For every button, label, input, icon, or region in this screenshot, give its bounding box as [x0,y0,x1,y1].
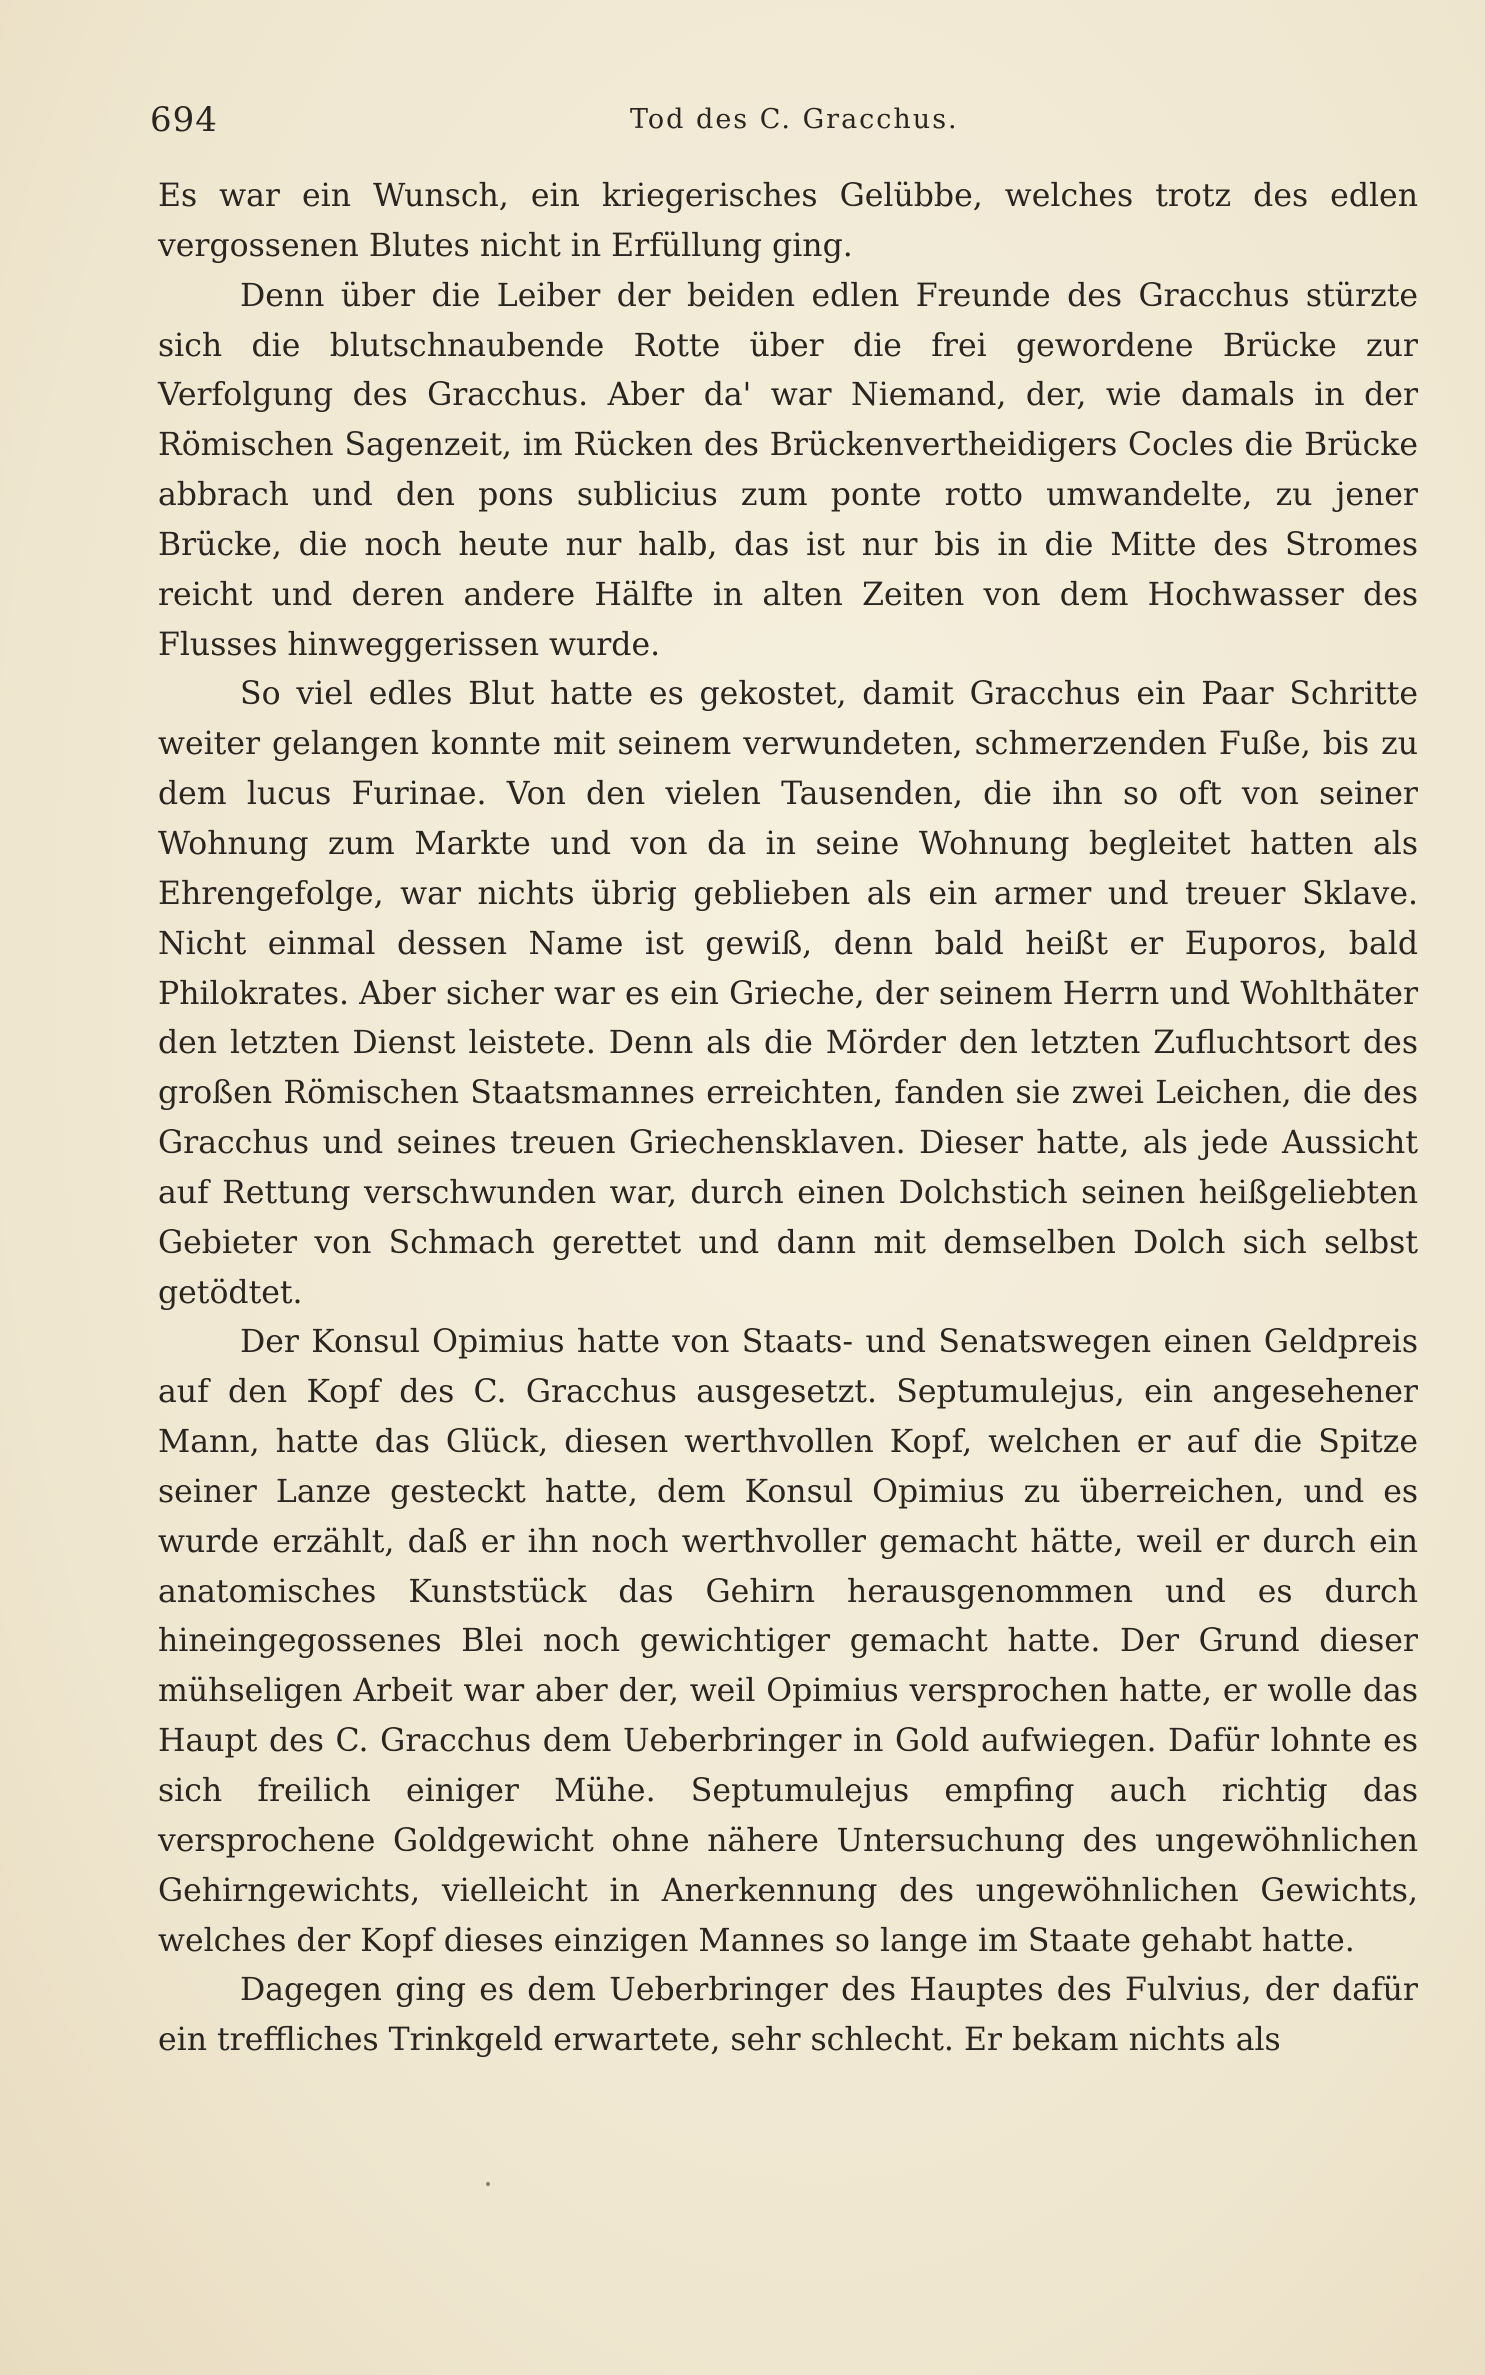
ink-speck [486,2182,490,2186]
paragraph-1: Es war ein Wunsch, ein kriegerisches Gelübbe, welches trotz des edlen vergossenen Blutes nicht in Erfüllung ging. [158,178,1418,264]
paragraph-3: So viel edles Blut hatte es gekostet, damit Gracchus ein Paar Schritte weiter gelangen konnte mit seinem verwundeten, schmerzenden Fuße, bis zu dem lucus Furinae. Von den vielen Tausenden, die ihn so oft von seiner Wohnung zum Markte und von da in seine Wohnung begleitet hatten als Ehrengefolge, war nichts übrig geblieben als ein armer und treuer Sklave. Nicht einmal dessen Name ist gewiß, denn bald heißt er Euporos, bald Philokrates. Aber sicher war es ein Grieche, der seinem Herrn und Wohlthäter den letzten Dienst leistete. Denn als die Mörder den letzten Zufluchtsort des großen Römischen Staatsmannes erreichten, fanden sie zwei Leichen, die des Gracchus und seines treuen Griechensklaven. Dieser hatte, als jede Aussicht auf Rettung verschwunden war, durch einen Dolchstich seinen heißgeliebten Gebieter von Schmach gerettet und dann mit demselben Dolch sich selbst getödtet. [158,676,1418,1311]
running-title: Tod des C. Gracchus. [630,104,959,135]
paragraph-2: Denn über die Leiber der beiden edlen Freunde des Gracchus stürzte sich die blutschnaubende Rotte über die frei gewordene Brücke zur Verfolgung des Gracchus. Aber da' war Niemand, der, wie damals in der Römischen Sagenzeit, im Rücken des Brückenvertheidigers Cocles die Brücke abbrach und den pons sublicius zum ponte rotto umwandelte, zu jener Brücke, die noch heute nur halb, das ist nur bis in die Mitte des Stromes reicht und deren andere Hälfte in alten Zeiten von dem Hochwasser des Flusses hinweggerissen wurde. [158,277,1418,663]
paragraph-5: Dagegen ging es dem Ueberbringer des Hauptes des Fulvius, der dafür ein treffliches Trinkgeld erwartete, sehr schlecht. Er bekam nichts als [158,1972,1418,2059]
page-header [150,100,1415,150]
body-text [158,172,1418,2066]
page-number: 694 [150,100,218,140]
paragraph-4: Der Konsul Opimius hatte von Staats- und Senatswegen einen Geldpreis auf den Kopf des C. Gracchus ausgesetzt. Septumulejus, ein angesehener Mann, hatte das Glück, diesen werthvollen Kopf, welchen er auf die Spitze seiner Lanze gesteckt hatte, dem Konsul Opimius zu überreichen, und es wurde erzählt, daß er ihn noch werthvoller gemacht hätte, weil er durch ein anatomisches Kunststück das Gehirn herausgenommen und es durch hineingegossenes Blei noch gewichtiger gemacht hatte. Der Grund dieser mühseligen Arbeit war aber der, weil Opimius versprochen hatte, er wolle das Haupt des C. Gracchus dem Ueberbringer in Gold aufwiegen. Dafür lohnte es sich freilich einiger Mühe. Septumulejus empfing auch richtig das versprochene Goldgewicht ohne nähere Untersuchung des ungewöhnlichen Gehirngewichts, vielleicht in Anerkennung des ungewöhnlichen Gewichts, welches der Kopf dieses einzigen Mannes so lange im Staate gehabt hatte. [158,1324,1418,1959]
